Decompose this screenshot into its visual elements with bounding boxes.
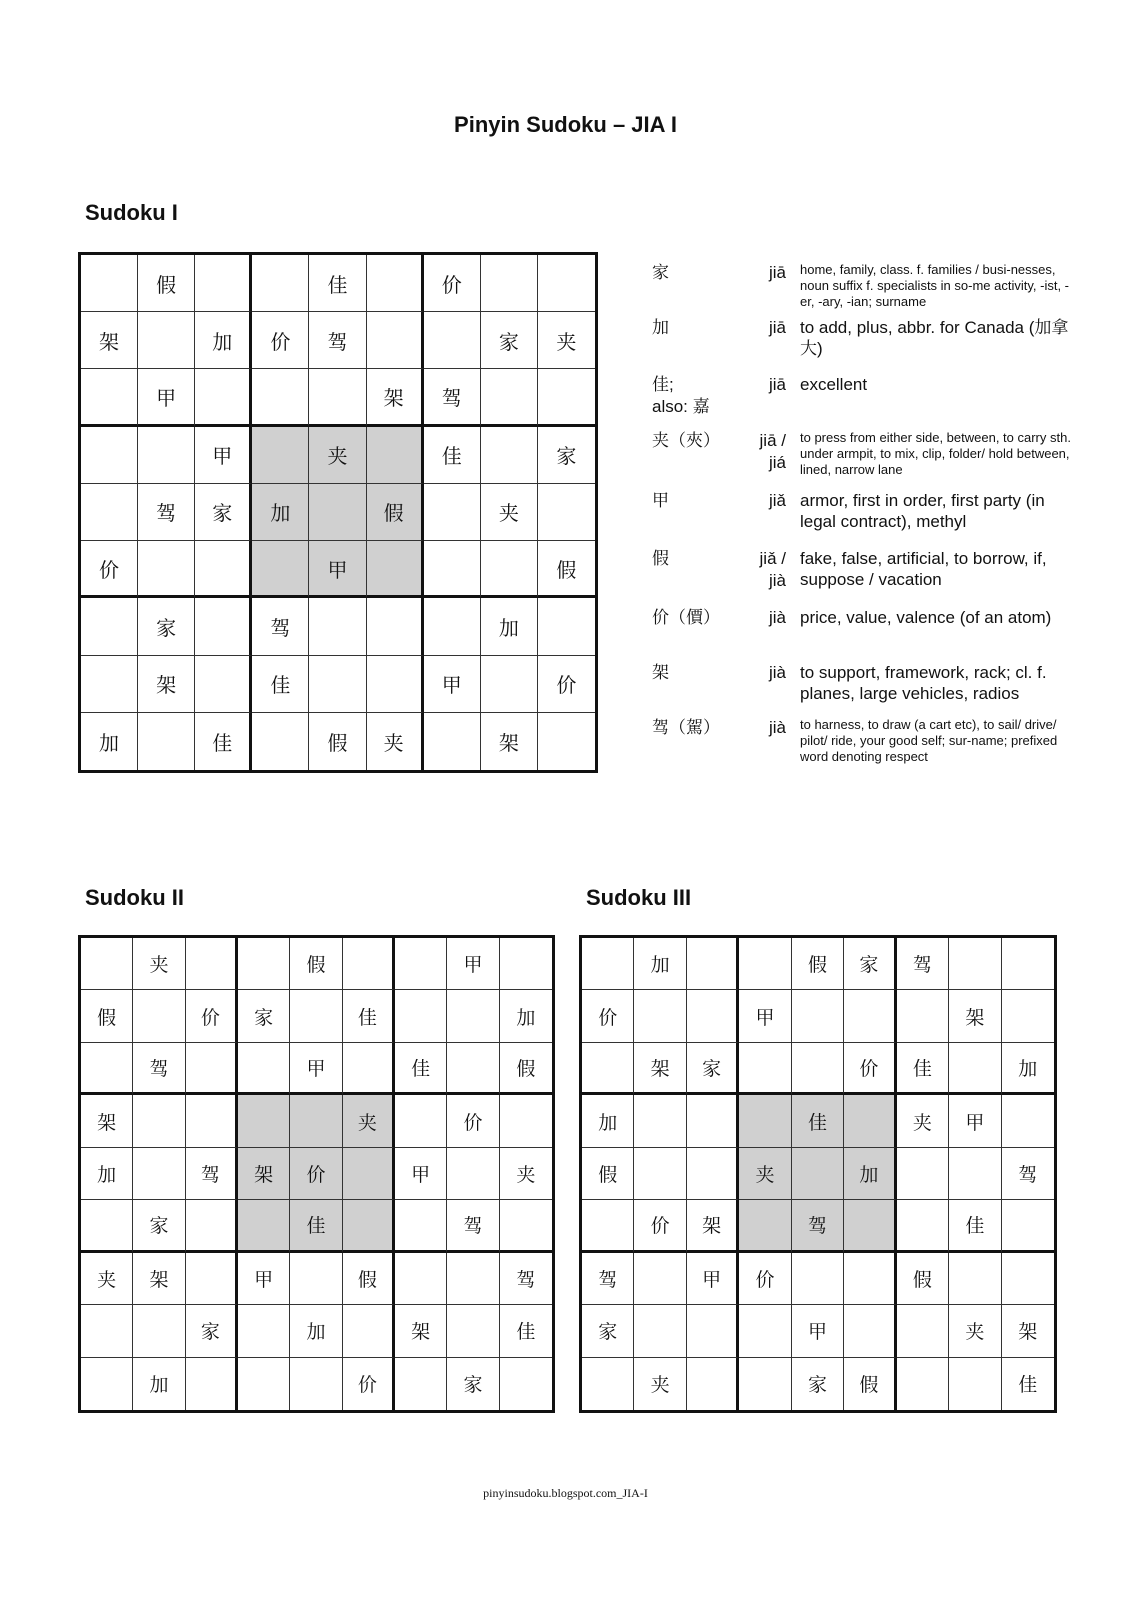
- sudoku-cell: 甲: [739, 990, 791, 1042]
- sudoku-cell: [309, 369, 366, 426]
- sudoku-cell: 佳: [395, 1043, 447, 1095]
- legend-definition: to press from either side, between, to carry sth. under armpit, to mix, clip, folder/ hold between, lined, narrow lane: [800, 430, 1071, 477]
- sudoku-cell: [395, 990, 447, 1042]
- sudoku-cell: 加: [500, 990, 552, 1042]
- sudoku-cell: 夹: [949, 1305, 1001, 1357]
- sudoku-cell: [447, 1253, 499, 1305]
- sudoku-cell: [81, 656, 138, 713]
- sudoku-cell: [687, 1148, 739, 1200]
- sudoku-cell: [500, 1358, 552, 1410]
- sudoku-cell: 假: [81, 990, 133, 1042]
- sudoku-cell: [687, 1095, 739, 1147]
- sudoku-cell: 价: [634, 1200, 686, 1252]
- sudoku-cell: 加: [582, 1095, 634, 1147]
- sudoku-cell: 加: [133, 1358, 185, 1410]
- sudoku-cell: 假: [538, 541, 595, 598]
- legend-definition: excellent: [800, 375, 868, 394]
- sudoku-cell: 驾: [447, 1200, 499, 1252]
- sudoku-cell: 甲: [395, 1148, 447, 1200]
- legend-definition: fake, false, artificial, to borrow, if, suppose / vacation: [800, 549, 1047, 589]
- sudoku-cell: 夹: [481, 484, 538, 541]
- sudoku-cell: [81, 1200, 133, 1252]
- sudoku-cell: 夹: [343, 1095, 395, 1147]
- sudoku-cell: 驾: [424, 369, 481, 426]
- sudoku-cell: 夹: [500, 1148, 552, 1200]
- sudoku-cell: [500, 938, 552, 990]
- sudoku-cell: 佳: [195, 713, 252, 770]
- legend-pinyin: jiǎ: [768, 491, 786, 510]
- sudoku-cell: [1002, 990, 1054, 1042]
- sudoku-cell: [367, 598, 424, 655]
- legend-pinyin: jià: [768, 608, 786, 627]
- sudoku-cell: 驾: [186, 1148, 238, 1200]
- sudoku-cell: [343, 938, 395, 990]
- sudoku-cell: [395, 1200, 447, 1252]
- sudoku-cell: [186, 1043, 238, 1095]
- sudoku-cell: [424, 484, 481, 541]
- sudoku-cell: 架: [1002, 1305, 1054, 1357]
- legend-pinyin: jiǎ / jià: [759, 549, 786, 590]
- legend-definition: armor, first in order, first party (in legal contract), methyl: [800, 491, 1045, 531]
- sudoku-cell: 驾: [309, 312, 366, 369]
- sudoku-cell: 夹: [634, 1358, 686, 1410]
- sudoku-cell: [582, 1043, 634, 1095]
- sudoku-cell: 甲: [238, 1253, 290, 1305]
- sudoku-cell: 加: [81, 1148, 133, 1200]
- sudoku-cell: [844, 1200, 896, 1252]
- sudoku-cell: [739, 938, 791, 990]
- sudoku-cell: 加: [290, 1305, 342, 1357]
- sudoku-cell: [395, 1358, 447, 1410]
- sudoku-cell: [481, 427, 538, 484]
- sudoku-cell: [367, 312, 424, 369]
- sudoku-cell: 驾: [897, 938, 949, 990]
- sudoku-cell: [897, 990, 949, 1042]
- sudoku-cell: [424, 312, 481, 369]
- sudoku-1-grid: [78, 252, 598, 773]
- sudoku-cell: [343, 1043, 395, 1095]
- sudoku-cell: 甲: [792, 1305, 844, 1357]
- sudoku-cell: [687, 1305, 739, 1357]
- sudoku-cell: 驾: [582, 1253, 634, 1305]
- sudoku-cell: [844, 1253, 896, 1305]
- legend-character: 甲: [652, 491, 669, 510]
- sudoku-cell: 家: [481, 312, 538, 369]
- sudoku-cell: [238, 1043, 290, 1095]
- sudoku-cell: 假: [290, 938, 342, 990]
- sudoku-cell: [582, 938, 634, 990]
- sudoku-cell: [687, 938, 739, 990]
- sudoku-cell: 架: [138, 656, 195, 713]
- sudoku-cell: [81, 369, 138, 426]
- sudoku-cell: [290, 1358, 342, 1410]
- sudoku-cell: 家: [138, 598, 195, 655]
- legend-definition: home, family, class. f. families / busi-nesses, noun suffix f. specialists in so-me activity, -ist, -er, -ary, -ian; surname: [800, 262, 1069, 309]
- sudoku-cell: 加: [844, 1148, 896, 1200]
- sudoku-cell: [949, 1253, 1001, 1305]
- sudoku-cell: [252, 427, 309, 484]
- sudoku-cell: [844, 1305, 896, 1357]
- sudoku-cell: [739, 1200, 791, 1252]
- sudoku-cell: [634, 1305, 686, 1357]
- sudoku-cell: 架: [133, 1253, 185, 1305]
- sudoku-cell: [133, 1305, 185, 1357]
- legend-pinyin: jiā: [768, 263, 786, 282]
- legend-pinyin: jià: [768, 663, 786, 682]
- sudoku-cell: [500, 1095, 552, 1147]
- sudoku-cell: 假: [500, 1043, 552, 1095]
- legend-pinyin: jiā: [768, 375, 786, 394]
- sudoku-cell: 驾: [1002, 1148, 1054, 1200]
- sudoku-cell: [186, 1358, 238, 1410]
- sudoku-cell: [138, 312, 195, 369]
- sudoku-cell: 架: [395, 1305, 447, 1357]
- sudoku-cell: 甲: [949, 1095, 1001, 1147]
- sudoku-cell: [897, 1200, 949, 1252]
- sudoku-cell: 价: [739, 1253, 791, 1305]
- sudoku-cell: [133, 990, 185, 1042]
- sudoku-cell: [367, 255, 424, 312]
- sudoku-cell: 价: [424, 255, 481, 312]
- sudoku-cell: [1002, 1200, 1054, 1252]
- sudoku-cell: 驾: [252, 598, 309, 655]
- sudoku-cell: [634, 1095, 686, 1147]
- sudoku-cell: 假: [138, 255, 195, 312]
- sudoku-cell: [81, 598, 138, 655]
- sudoku-cell: 架: [81, 312, 138, 369]
- sudoku-cell: 家: [582, 1305, 634, 1357]
- sudoku-cell: [367, 541, 424, 598]
- sudoku-cell: 架: [687, 1200, 739, 1252]
- sudoku-cell: [538, 713, 595, 770]
- sudoku-cell: [252, 369, 309, 426]
- sudoku-cell: [481, 541, 538, 598]
- sudoku-cell: [309, 484, 366, 541]
- legend-pinyin: jiā: [768, 318, 786, 337]
- sudoku-cell: [309, 656, 366, 713]
- sudoku-cell: [252, 255, 309, 312]
- sudoku-cell: [739, 1043, 791, 1095]
- sudoku-cell: [634, 990, 686, 1042]
- sudoku-cell: [81, 255, 138, 312]
- sudoku-1-heading: Sudoku I: [85, 200, 178, 225]
- sudoku-cell: [538, 369, 595, 426]
- sudoku-cell: 佳: [897, 1043, 949, 1095]
- sudoku-cell: [195, 598, 252, 655]
- sudoku-cell: 甲: [309, 541, 366, 598]
- legend-definition: to add, plus, abbr. for Canada (加拿大): [800, 318, 1069, 358]
- sudoku-cell: [897, 1358, 949, 1410]
- sudoku-cell: 价: [343, 1358, 395, 1410]
- sudoku-cell: [447, 1305, 499, 1357]
- legend-character: 驾（駕）: [652, 718, 720, 737]
- sudoku-cell: [424, 713, 481, 770]
- sudoku-cell: [792, 1043, 844, 1095]
- sudoku-cell: [395, 938, 447, 990]
- sudoku-cell: 价: [186, 990, 238, 1042]
- sudoku-cell: 佳: [252, 656, 309, 713]
- sudoku-cell: [81, 1358, 133, 1410]
- sudoku-cell: [481, 369, 538, 426]
- sudoku-cell: 驾: [500, 1253, 552, 1305]
- sudoku-cell: 价: [81, 541, 138, 598]
- sudoku-cell: [81, 938, 133, 990]
- sudoku-cell: 假: [309, 713, 366, 770]
- sudoku-cell: [343, 1148, 395, 1200]
- sudoku-cell: [138, 427, 195, 484]
- sudoku-cell: 架: [634, 1043, 686, 1095]
- sudoku-cell: [1002, 1095, 1054, 1147]
- legend-character: 家: [652, 263, 669, 282]
- sudoku-cell: [739, 1095, 791, 1147]
- sudoku-cell: 架: [238, 1148, 290, 1200]
- sudoku-cell: [949, 938, 1001, 990]
- sudoku-cell: 价: [844, 1043, 896, 1095]
- sudoku-3-heading: Sudoku III: [586, 885, 692, 910]
- sudoku-cell: [367, 656, 424, 713]
- sudoku-cell: [309, 598, 366, 655]
- sudoku-cell: 假: [343, 1253, 395, 1305]
- sudoku-cell: 价: [290, 1148, 342, 1200]
- sudoku-cell: 架: [481, 713, 538, 770]
- sudoku-cell: 加: [81, 713, 138, 770]
- sudoku-cell: 架: [81, 1095, 133, 1147]
- sudoku-cell: 假: [844, 1358, 896, 1410]
- sudoku-cell: [186, 1200, 238, 1252]
- sudoku-cell: [687, 990, 739, 1042]
- legend-definition: to harness, to draw (a cart etc), to sail/ drive/ pilot/ ride, your good self; sur-name; prefixed word denoting respect: [800, 717, 1058, 764]
- sudoku-cell: 家: [238, 990, 290, 1042]
- sudoku-cell: 甲: [290, 1043, 342, 1095]
- sudoku-cell: 驾: [138, 484, 195, 541]
- sudoku-cell: [290, 1253, 342, 1305]
- sudoku-cell: 家: [687, 1043, 739, 1095]
- sudoku-cell: 佳: [309, 255, 366, 312]
- sudoku-cell: [739, 1358, 791, 1410]
- sudoku-cell: [343, 1305, 395, 1357]
- sudoku-cell: 家: [538, 427, 595, 484]
- sudoku-cell: [81, 1043, 133, 1095]
- sudoku-cell: 假: [792, 938, 844, 990]
- sudoku-cell: [424, 541, 481, 598]
- sudoku-cell: [481, 656, 538, 713]
- sudoku-cell: [133, 1148, 185, 1200]
- legend-pinyin: jià: [768, 718, 786, 737]
- sudoku-cell: [949, 1358, 1001, 1410]
- legend-definition: to support, framework, rack; cl. f. planes, large vehicles, radios: [800, 663, 1047, 703]
- legend-pinyin: jiā / jiá: [759, 431, 786, 472]
- sudoku-cell: [238, 1200, 290, 1252]
- legend-character: 架: [652, 663, 669, 682]
- sudoku-cell: 甲: [447, 938, 499, 990]
- sudoku-cell: [81, 484, 138, 541]
- sudoku-cell: [844, 990, 896, 1042]
- sudoku-cell: 加: [195, 312, 252, 369]
- sudoku-cell: [1002, 1253, 1054, 1305]
- sudoku-cell: [343, 1200, 395, 1252]
- legend-character: 价（價）: [652, 608, 720, 627]
- sudoku-cell: 佳: [500, 1305, 552, 1357]
- sudoku-cell: [844, 1095, 896, 1147]
- sudoku-cell: 夹: [739, 1148, 791, 1200]
- sudoku-cell: 甲: [687, 1253, 739, 1305]
- sudoku-cell: 假: [367, 484, 424, 541]
- sudoku-cell: 价: [252, 312, 309, 369]
- sudoku-cell: 家: [195, 484, 252, 541]
- sudoku-cell: [634, 1253, 686, 1305]
- sudoku-cell: [395, 1095, 447, 1147]
- sudoku-cell: [238, 1305, 290, 1357]
- sudoku-2-heading: Sudoku II: [85, 885, 184, 910]
- legend-character: 夹（夾）: [652, 431, 720, 450]
- sudoku-cell: [634, 1148, 686, 1200]
- sudoku-cell: [367, 427, 424, 484]
- sudoku-cell: 架: [367, 369, 424, 426]
- sudoku-cell: 佳: [424, 427, 481, 484]
- legend-definition: price, value, valence (of an atom): [800, 608, 1052, 627]
- sudoku-cell: [582, 1358, 634, 1410]
- footer-source: pinyinsudoku.blogspot.com_JIA-I: [483, 1486, 648, 1500]
- sudoku-cell: [949, 1043, 1001, 1095]
- sudoku-cell: 甲: [195, 427, 252, 484]
- sudoku-cell: [133, 1095, 185, 1147]
- sudoku-cell: 家: [133, 1200, 185, 1252]
- sudoku-cell: 假: [897, 1253, 949, 1305]
- sudoku-cell: [252, 713, 309, 770]
- sudoku-cell: [538, 484, 595, 541]
- sudoku-cell: [949, 1148, 1001, 1200]
- sudoku-cell: 加: [481, 598, 538, 655]
- page-title: Pinyin Sudoku – JIA I: [454, 112, 677, 137]
- sudoku-cell: [81, 1305, 133, 1357]
- legend-character: 加: [652, 318, 669, 337]
- sudoku-cell: 架: [949, 990, 1001, 1042]
- sudoku-cell: [1002, 938, 1054, 990]
- sudoku-cell: 价: [538, 656, 595, 713]
- sudoku-cell: [739, 1305, 791, 1357]
- sudoku-cell: 甲: [424, 656, 481, 713]
- sudoku-cell: [186, 1095, 238, 1147]
- sudoku-cell: [195, 541, 252, 598]
- sudoku-cell: [186, 1253, 238, 1305]
- sudoku-cell: 甲: [138, 369, 195, 426]
- sudoku-cell: [290, 1095, 342, 1147]
- sudoku-cell: [897, 1305, 949, 1357]
- sudoku-cell: 家: [792, 1358, 844, 1410]
- sudoku-cell: [687, 1358, 739, 1410]
- sudoku-cell: [138, 541, 195, 598]
- sudoku-cell: 佳: [1018, 1374, 1038, 1397]
- sudoku-cell: [290, 990, 342, 1042]
- sudoku-cell: 价: [447, 1095, 499, 1147]
- sudoku-cell: [481, 255, 538, 312]
- sudoku-cell: [424, 598, 481, 655]
- sudoku-3-grid: [579, 935, 1057, 1413]
- sudoku-cell: [238, 1095, 290, 1147]
- sudoku-cell: [138, 713, 195, 770]
- sudoku-cell: 假: [582, 1148, 634, 1200]
- sudoku-cell: [792, 990, 844, 1042]
- sudoku-cell: 佳: [792, 1095, 844, 1147]
- sudoku-cell: [395, 1253, 447, 1305]
- sudoku-cell: 佳: [949, 1200, 1001, 1252]
- sudoku-cell: [195, 255, 252, 312]
- sudoku-cell: [500, 1200, 552, 1252]
- sudoku-cell: [582, 1200, 634, 1252]
- sudoku-cell: [195, 656, 252, 713]
- sudoku-cell: [186, 938, 238, 990]
- sudoku-cell: [195, 369, 252, 426]
- sudoku-cell: 加: [252, 484, 309, 541]
- sudoku-cell: [447, 990, 499, 1042]
- sudoku-cell: 价: [582, 990, 634, 1042]
- sudoku-cell: [447, 1148, 499, 1200]
- sudoku-cell: 加: [634, 938, 686, 990]
- sudoku-cell: 佳: [290, 1200, 342, 1252]
- sudoku-cell: 驾: [792, 1200, 844, 1252]
- sudoku-cell: [538, 598, 595, 655]
- sudoku-cell: 家: [186, 1305, 238, 1357]
- sudoku-cell: [447, 1043, 499, 1095]
- sudoku-cell: 驾: [133, 1043, 185, 1095]
- sudoku-cell: [252, 541, 309, 598]
- sudoku-cell: [792, 1148, 844, 1200]
- sudoku-cell: [238, 1358, 290, 1410]
- legend-character: 佳; also: 嘉: [652, 375, 710, 416]
- sudoku-cell: 夹: [897, 1095, 949, 1147]
- sudoku-cell: 佳: [343, 990, 395, 1042]
- sudoku-cell: 夹: [367, 713, 424, 770]
- sudoku-cell: 家: [844, 938, 896, 990]
- sudoku-cell: [538, 255, 595, 312]
- sudoku-cell: [81, 427, 138, 484]
- sudoku-cell: 家: [447, 1358, 499, 1410]
- sudoku-cell: 夹: [538, 312, 595, 369]
- sudoku-cell: 夹: [309, 427, 366, 484]
- sudoku-cell: 夹: [133, 938, 185, 990]
- sudoku-cell: [238, 938, 290, 990]
- sudoku-cell: 夹: [81, 1253, 133, 1305]
- sudoku-cell: 加: [1002, 1043, 1054, 1095]
- sudoku-2-grid: [78, 935, 555, 1413]
- sudoku-cell: [792, 1253, 844, 1305]
- sudoku-cell: [897, 1148, 949, 1200]
- legend-character: 假: [652, 549, 669, 568]
